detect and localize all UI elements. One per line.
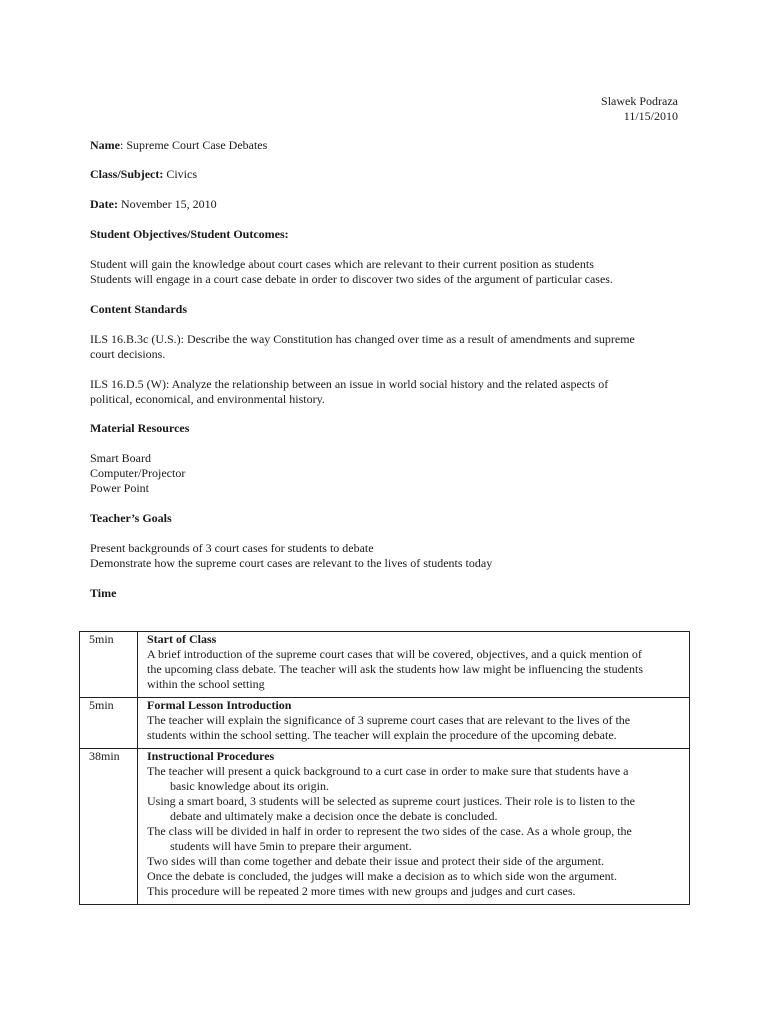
time-cell: 5min [80,698,138,749]
procedure-step-text: students will have 5min to prepare their argument. [170,839,412,853]
procedure-step [147,764,681,794]
time-cell: 5min [80,632,138,698]
activity-line: The teacher will explain the significance of 3 supreme court cases that are relevant to the lives of the [147,713,631,727]
activity-title: Formal Lesson Introduction [147,698,292,712]
activity-line: students within the school setting. The teacher will explain the procedure of the upcoming debate. [147,728,617,742]
schedule-table [79,631,690,905]
activity-cell [138,632,690,698]
activity-line: A brief introduction of the supreme court cases that will be covered, objectives, and a quick mention of [147,647,642,661]
activity-title: Start of Class [147,632,217,646]
class-label: Class/Subject: [90,167,164,181]
material-item: Power Point [90,481,150,495]
standard-line: court decisions. [90,347,166,361]
material-item: Computer/Projector [90,466,186,480]
date-value: November 15, 2010 [117,197,217,211]
standard-line: ILS 16.D.5 (W): Analyze the relationship between an issue in world social history and the related aspects of [90,377,609,391]
standard-item [90,377,690,407]
goals-heading: Teacher’s Goals [90,511,172,525]
procedure-step-text: The class will be divided in half in order to represent the two sides of the case. As a whole group, the [147,824,632,838]
objective-line: Students will engage in a court case debate in order to discover two sides of the argument of particular cases. [90,272,613,286]
materials-heading: Material Resources [90,421,190,435]
activity-title: Instructional Procedures [147,749,275,763]
materials-list [90,451,690,496]
procedure-step [147,824,681,854]
activity-cell [138,749,690,905]
standard-item [90,332,690,362]
procedure-step-text: basic knowledge about its origin. [170,779,329,793]
name-label: Name [90,138,120,152]
activity-line: within the school setting [147,677,265,691]
standards-heading: Content Standards [90,302,188,316]
date-field [90,197,690,212]
objective-line: Student will gain the knowledge about court cases which are relevant to their current position as students [90,257,594,271]
time-heading: Time [90,586,117,600]
author-header [601,94,678,124]
procedure-step [147,794,681,824]
objectives-heading: Student Objectives/Student Outcomes: [90,227,289,241]
class-value: Civics [163,167,198,181]
procedure-step: Two sides will than come together and debate their issue and protect their side of the argument. [147,854,605,868]
procedure-step-text: debate and ultimately make a decision once the debate is concluded. [170,809,498,823]
objectives-list [90,257,690,287]
goal-item: Present backgrounds of 3 court cases for students to debate [90,541,374,555]
name-value: : Supreme Court Case Debates [120,138,268,152]
procedure-step-text: Using a smart board, 3 students will be selected as supreme court justices. Their role is to listen to the [147,794,636,808]
header-date: 11/15/2010 [623,109,678,123]
procedure-step-text: The teacher will present a quick background to a curt case in order to make sure that students have a [147,764,629,778]
procedure-step: This procedure will be repeated 2 more times with new groups and judges and curt cases. [147,884,576,898]
table-row [80,632,690,698]
goals-list [90,541,690,571]
activity-cell [138,698,690,749]
material-item: Smart Board [90,451,151,465]
standard-line: political, economical, and environmental history. [90,392,325,406]
class-field [90,167,690,182]
activity-line: the upcoming class debate. The teacher will ask the students how law might be influencing the students [147,662,643,676]
procedure-step: Once the debate is concluded, the judges will make a decision as to which side won the argument. [147,869,617,883]
table-row [80,749,690,905]
goal-item: Demonstrate how the supreme court cases are relevant to the lives of students today [90,556,493,570]
table-row [80,698,690,749]
date-label: Date: [90,197,118,211]
time-cell: 38min [80,749,138,905]
name-field [90,138,690,153]
author-name: Slawek Podraza [601,94,678,108]
standard-line: ILS 16.B.3c (U.S.): Describe the way Constitution has changed over time as a result of amendments and supreme [90,332,635,346]
